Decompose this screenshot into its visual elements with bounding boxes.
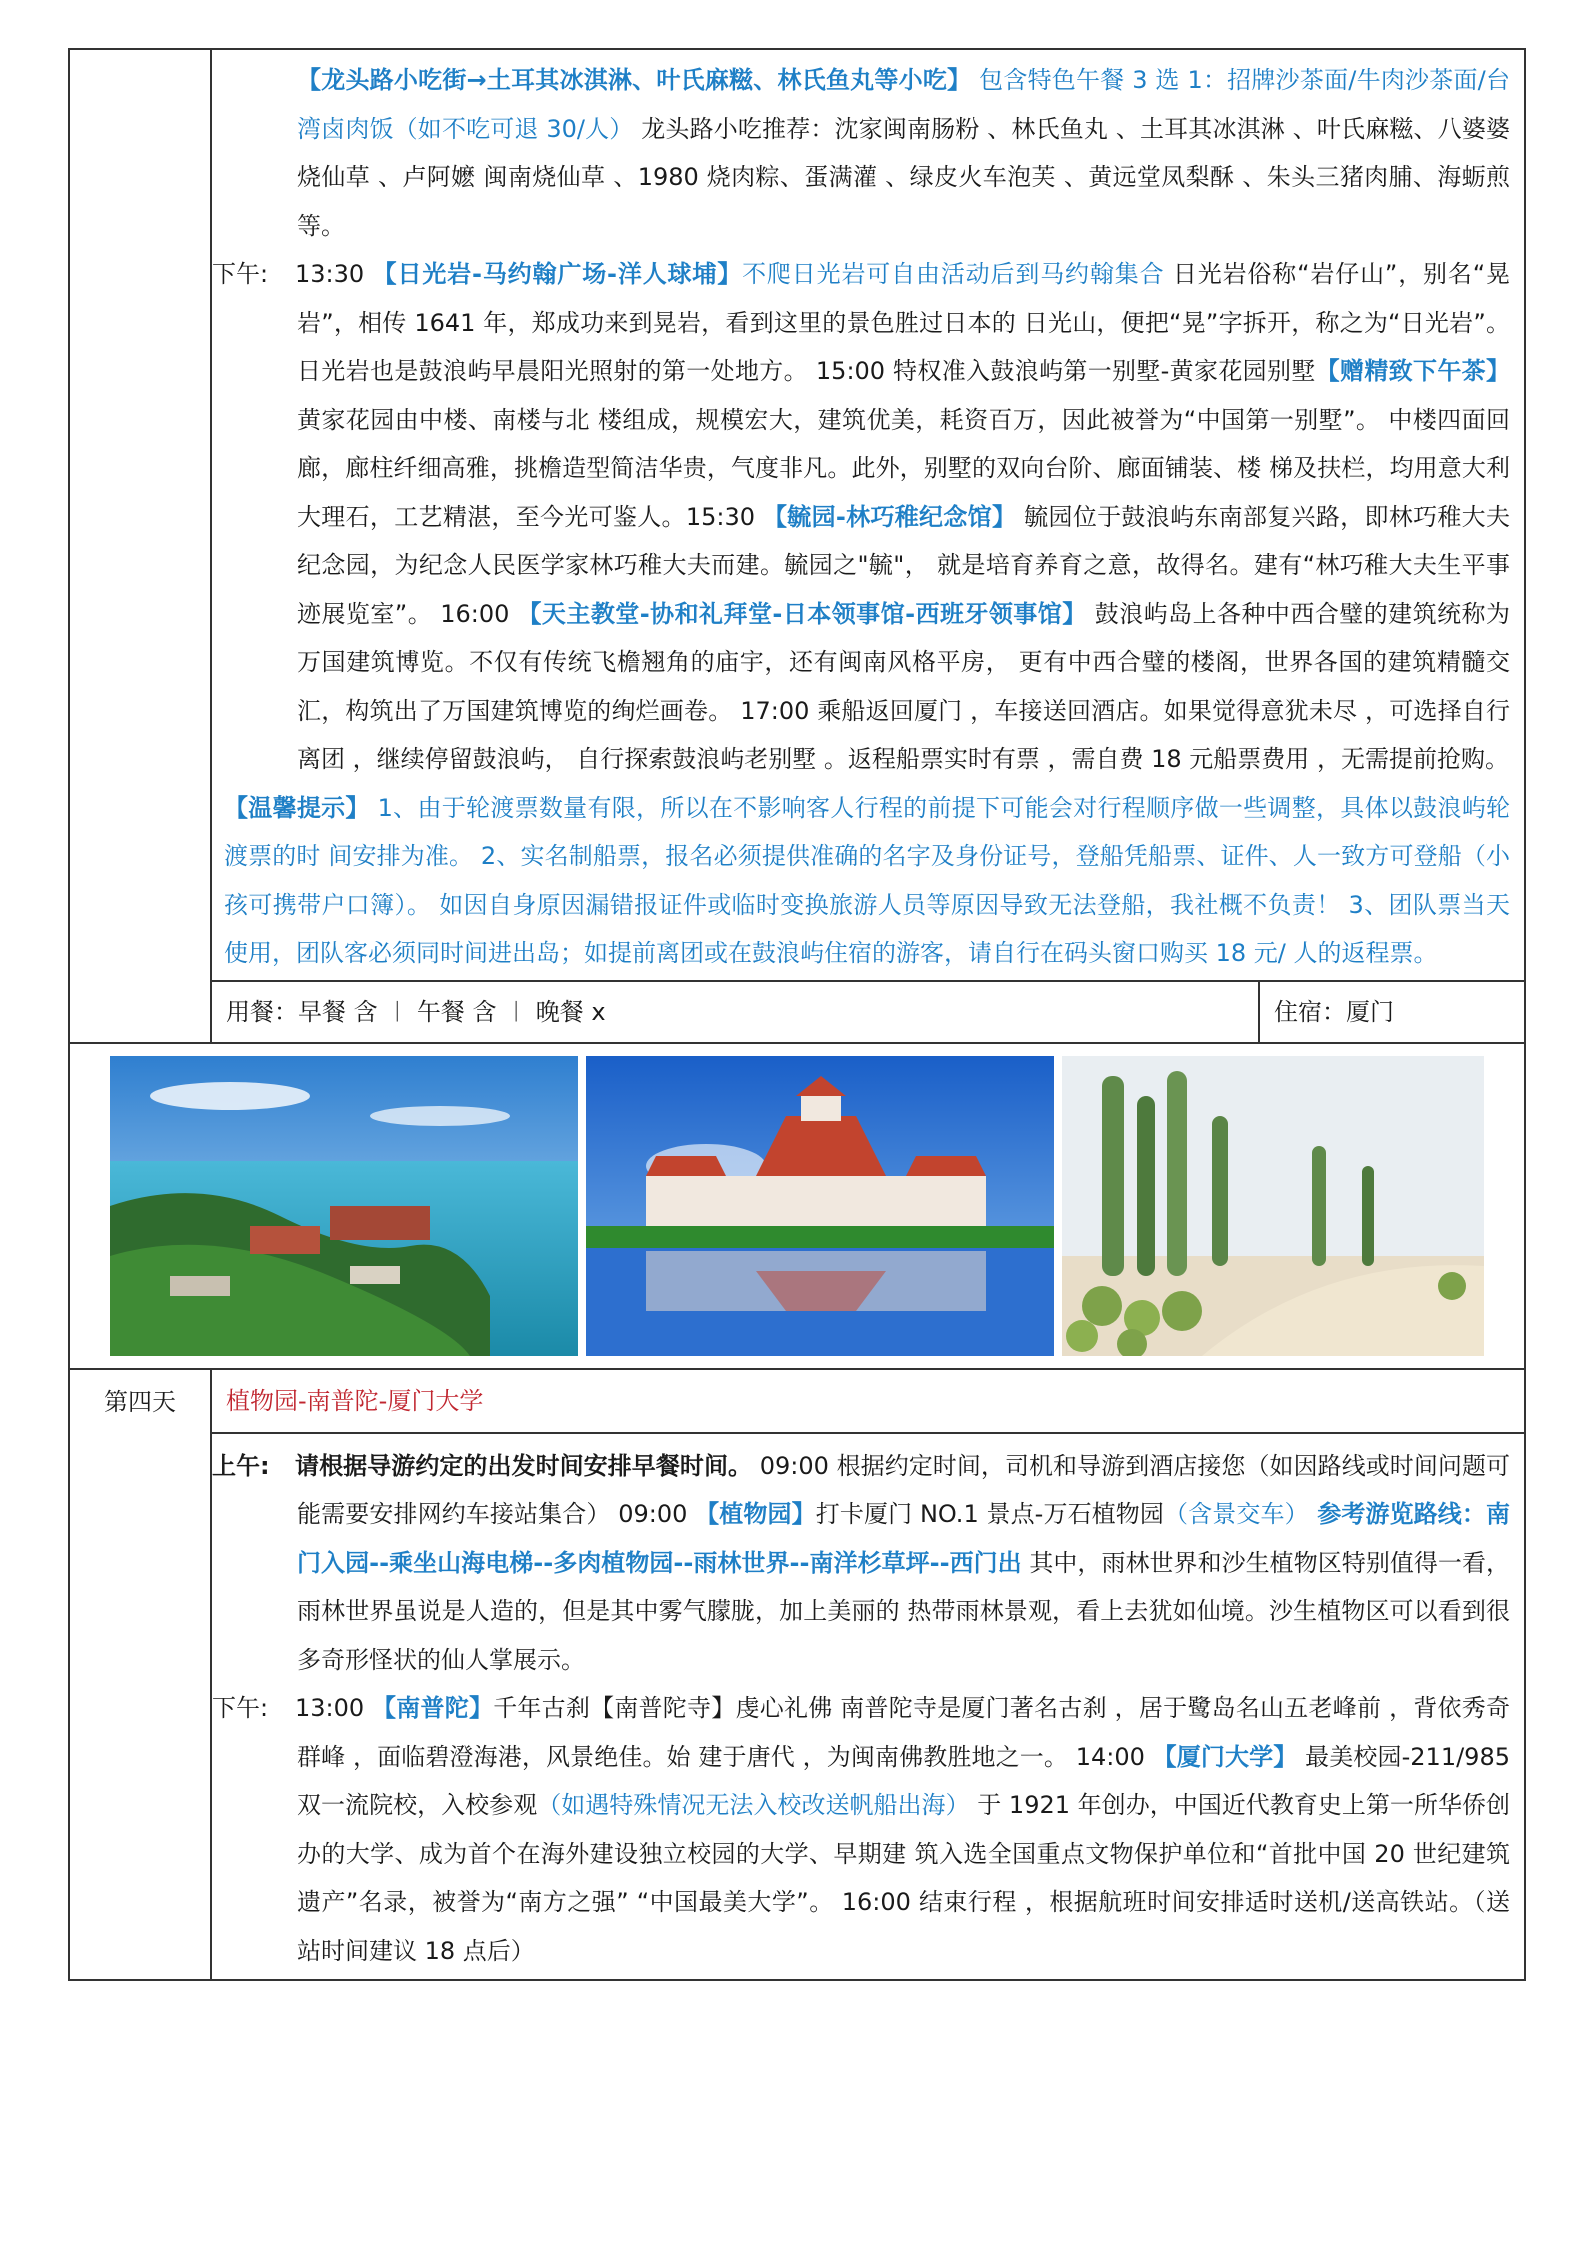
university-heading: 【厦门大学】 bbox=[1152, 1742, 1298, 1771]
tips-para bbox=[212, 784, 1524, 980]
morning-p2: 打卡厦门 NO.1 景点-万石植物园 bbox=[815, 1500, 1165, 1528]
day3-label-cell bbox=[70, 50, 212, 1042]
day4-title: 植物园-南普陀-厦门大学 bbox=[212, 1370, 1524, 1434]
tea-heading: 【赠精致下午茶】 bbox=[1315, 357, 1510, 385]
day4-row bbox=[68, 1370, 1526, 1982]
photo-cactus bbox=[1062, 1056, 1484, 1356]
photo-campus bbox=[586, 1056, 1054, 1356]
day4-label: 第四天 bbox=[70, 1370, 212, 1980]
tips-label: 【温馨提示】 bbox=[224, 793, 370, 822]
temple-heading: 【南普陀】 bbox=[372, 1694, 494, 1722]
shu-heading: 【毓园-林巧稚纪念馆】 bbox=[762, 502, 1017, 531]
morning-p1: 09:00 根据约定时间，司机和导游到酒店接您（如因路线或时间问题可能需要安排网约车接站集合） 09:00 bbox=[297, 1451, 1511, 1528]
temple-desc: 千年古刹【南普陀寺】虔心礼佛 南普陀寺是厦门著名古刹 ，居于鹭岛名山五老峰前 ，背依秀奇群峰 ，面临碧澄海港，风景绝佳。始 建于唐代 ，为闽南佛教胜地之一。 14:00 bbox=[297, 1694, 1510, 1771]
tips-text: 1、由于轮渡票数量有限，所以在不影响客人行程的前提下可能会对行程顺序做一些调整，具体以鼓浪屿轮渡票的时 间安排为准。 2、实名制船票，报名必须提供准确的名字及身份证号，登船凭船票、证件、人一致方可登船（小孩可携带户口簿）。 如因自身原因漏错报证件或临时变换旅游人员等原因导致无法登船，我社概不负责！ 3、团队票当天使用，团队客必须同时间进出岛；如提前离团或在鼓浪屿住宿的游客，请自行在码头窗口购买 18 元/ 人的返程票。 bbox=[224, 793, 1510, 967]
day4-afternoon-label: 下午: bbox=[212, 1694, 269, 1722]
church-desc: 鼓浪屿岛上各种中西合璧的建筑统称为万国建筑博览。不仅有传统飞檐翘角的庙宇，还有闽南风格平房， 更有中西合璧的楼阁，世界各国的建筑精髓交汇，构筑出了万国建筑博览的绚烂画卷。 17:00 乘船返回厦门 ，车接送回酒店。如果觉得意犹未尽 ，可选择自行离团 ，继续停留鼓浪屿， 自行探索鼓浪屿老别墅 。返程船票实时有票 ，需自费 18 元船票费用 ，无需提前抢购。 bbox=[297, 599, 1510, 773]
sunlight-desc: 日光岩俗称“岩仔山”，别名“晃岩”，相传 1641 年，郑成功来到晃岩，看到这里的景色胜过日本的 日光山，便把“晃”字拆开，称之为“日光岩”。日光岩也是鼓浪屿早晨阳光照射的第一处地方。 15:00 特权准入鼓浪屿第一别墅-黄家花园别墅 bbox=[297, 260, 1511, 385]
cactus-image bbox=[1062, 1056, 1484, 1356]
time-1300: 13:00 bbox=[295, 1694, 373, 1722]
lunch-heading: 【龙头路小吃街→土耳其冰淇淋、叶氏麻糍、林氏鱼丸等小吃】 bbox=[297, 66, 972, 94]
sunlight-note: 不爬日光岩可自由活动后到马约翰集合 bbox=[742, 260, 1165, 288]
photo-island bbox=[110, 1056, 578, 1356]
garden-heading: 【植物园】 bbox=[695, 1500, 816, 1528]
church-heading: 【天主教堂-协和礼拜堂-日本领事馆-西班牙领事馆】 bbox=[517, 599, 1087, 628]
sunlight-heading: 【日光岩-马约翰广场-洋人球埔】 bbox=[372, 260, 743, 288]
meals-info: 用餐：早餐 含 ︱ 午餐 含 ︱ 晚餐 x bbox=[212, 982, 1260, 1042]
garden-route: 参考游览路线：南门入园--乘坐山海电梯--多肉植物园--雨林世界--南洋杉草坪--西门出 bbox=[297, 1500, 1511, 1577]
day4-content-cell bbox=[212, 1370, 1524, 1980]
time-1330: 13:30 bbox=[295, 260, 365, 288]
photo-strip bbox=[68, 1044, 1526, 1370]
day3-afternoon-para bbox=[212, 250, 1524, 784]
lunch-combo: 包含特色午餐 3 选 1：招牌沙茶面/牛肉沙茶面/台湾卤肉饭（如不吃可退 30/人） bbox=[297, 66, 1510, 143]
breakfast-note: 请根据导游约定的出发时间安排早餐时间。 bbox=[295, 1451, 753, 1480]
university-p1: 最美校园-211/985 双一流院校，入校参观 bbox=[297, 1742, 1510, 1819]
morning-p3: 其中，雨林世界和沙生植物区特别值得一看，雨林世界虽说是人造的，但是其中雾气朦胧，加上美丽的 热带雨林景观，看上去犹如仙境。沙生植物区可以看到很多奇形怪状的仙人掌展示。 bbox=[297, 1548, 1510, 1674]
garden-note: （含景交车） bbox=[1164, 1500, 1309, 1528]
snack-list: 龙头路小吃推荐：沈家闽南肠粉 、林氏鱼丸 、土耳其冰淇淋 、叶氏麻糍、八婆婆烧仙草 、卢阿嬷 闽南烧仙草 、1980 烧肉粽、蛋满灌 、绿皮火车泡芙 、黄远堂凤梨酥 、朱头三猪肉脯、海蛎煎等。 bbox=[297, 114, 1510, 240]
itinerary-table bbox=[68, 48, 1526, 1981]
day4-afternoon-para bbox=[212, 1684, 1524, 1979]
afternoon-label: 下午: bbox=[212, 260, 269, 288]
university-p2: 于 1921 年创办，中国近代教育史上第一所华侨创办的大学、成为首个在海外建设独立校园的大学、早期建 筑入选全国重点文物保护单位和“首批中国 20 世纪建筑遗产”名录，被誉为“南方之强” “中国最美大学”。 16:00 结束行程 ，根据航班时间安排适时送机/送高铁站。（送站时间建议 18 点后） bbox=[297, 1791, 1511, 1965]
day3-row bbox=[68, 48, 1526, 1044]
day3-content-cell bbox=[212, 50, 1524, 1042]
campus-image bbox=[586, 1056, 1054, 1356]
university-note: （如遇特殊情况无法入校改送帆船出海） bbox=[537, 1791, 970, 1819]
shu-desc: 毓园位于鼓浪屿东南部复兴路，即林巧稚大夫纪念园，为纪念人民医学家林巧稚大夫而建。毓园之"毓"， 就是培育养育之意，故得名。建有“林巧稚大夫生平事迹展览室”。 16:00 bbox=[297, 502, 1510, 628]
day4-morning-para bbox=[212, 1434, 1524, 1685]
morning-label: 上午: bbox=[212, 1451, 270, 1480]
hotel-info: 住宿：厦门 bbox=[1274, 997, 1394, 1026]
island-image bbox=[110, 1056, 578, 1356]
day3-lunch-para bbox=[212, 50, 1524, 250]
villa-desc: 黄家花园由中楼、南楼与北 楼组成，规模宏大，建筑优美，耗资百万，因此被誉为“中国第一别墅”。 中楼四面回廊，廊柱纤细高雅，挑檐造型简洁华贵，气度非凡。此外，别墅的双向台阶、廊面铺装、楼 梯及扶栏，均用意大利大理石，工艺精湛，至今光可鉴人。15:30 bbox=[297, 405, 1510, 531]
meals-row bbox=[212, 980, 1524, 1042]
